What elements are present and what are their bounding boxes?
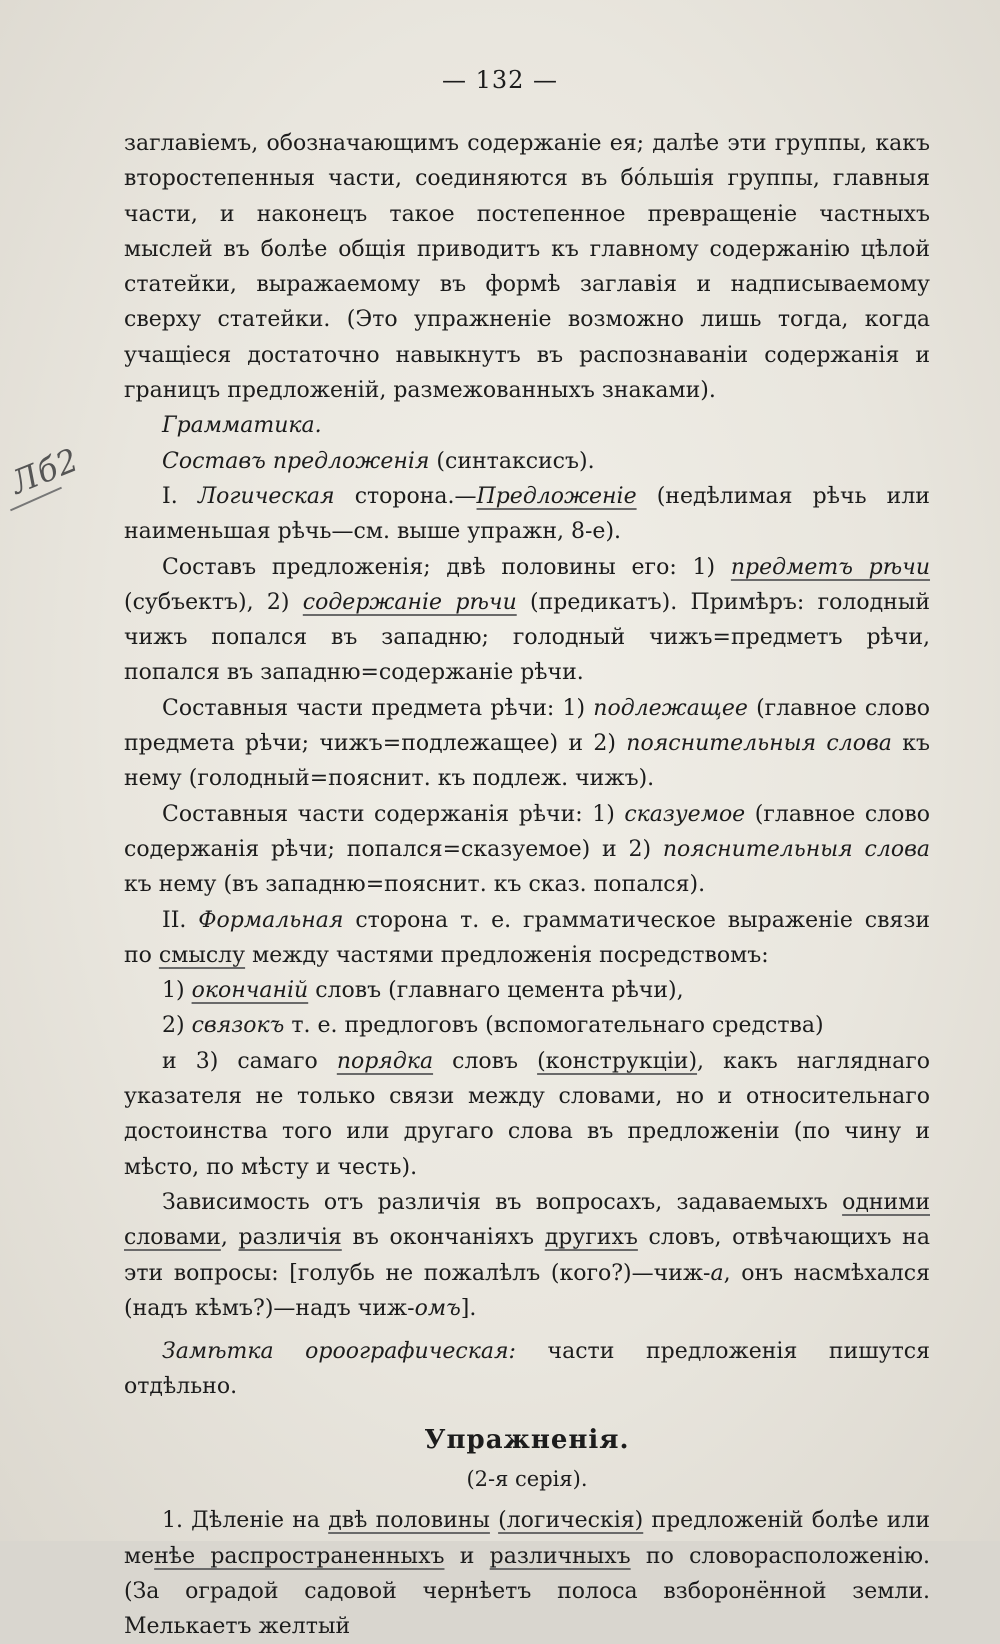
list-item-links	[124, 1008, 930, 1043]
text-fragment: , какъ нагляднаго указателя не только связи между словами, но и относительнаго достоинства того или другаго слова въ предложеніи (по чину и мѣсто, по мѣсту и честь).	[124, 1048, 930, 1180]
underlined-word: другихъ	[544, 1225, 638, 1251]
underlined-word: различныхъ	[489, 1543, 631, 1569]
list-item-endings	[124, 973, 930, 1008]
body-text	[124, 126, 930, 1644]
paragraph-orthography-note	[124, 1334, 930, 1405]
list-item-order	[124, 1044, 930, 1185]
text-fragment: Составныя части содержанія рѣчи: 1)	[162, 801, 625, 827]
italic-term: пояснительныя слова	[626, 731, 892, 757]
spacer	[124, 1326, 930, 1334]
text-fragment: (главное слово содержанія рѣчи; попался=сказуемое) и 2)	[124, 801, 930, 862]
exercise-1	[124, 1503, 930, 1644]
italic-term: Предложеніе	[476, 483, 637, 509]
section-grammar: Грамматика.	[162, 413, 322, 439]
text-fragment: въ окончаніяхъ	[341, 1225, 545, 1251]
text-fragment: I.	[162, 483, 198, 509]
exercises-heading: Упражненія.	[424, 1424, 630, 1455]
text-fragment: Составъ предложенія; двѣ половины его: 1)	[162, 554, 731, 580]
italic-term: омъ	[414, 1295, 461, 1321]
text-fragment: Зависимость отъ различія въ вопросахъ, задаваемыхъ	[162, 1189, 843, 1215]
underlined-word: различія	[238, 1225, 342, 1251]
underlined-word: одними словами	[124, 1189, 930, 1251]
text-fragment: 1. Дѣленіе на	[162, 1508, 329, 1534]
paragraph-formal-side	[124, 903, 930, 974]
paragraph-dependency	[124, 1185, 930, 1326]
italic-term: Логическая	[197, 483, 335, 509]
italic-term: связокъ	[191, 1013, 285, 1039]
paragraph-logical-side	[124, 479, 930, 550]
italic-term: предметъ рѣчи	[730, 554, 931, 580]
italic-term: содержаніе рѣчи	[302, 589, 517, 615]
italic-term: а	[710, 1260, 724, 1286]
italic-term: окончаній	[191, 978, 309, 1004]
text-fragment: между частями предложенія посредствомъ:	[245, 942, 769, 968]
series-label: (2-я серія).	[466, 1466, 588, 1491]
text-fragment: II.	[162, 907, 199, 933]
sentence-composition-rest: (синтаксисъ).	[429, 448, 595, 474]
italic-term: пояснительныя слова	[662, 836, 930, 862]
paragraph-intro: заглавіемъ, обозначающимъ содержаніе ея; далѣе эти группы, какъ второстепенныя части, соединяются въ бóльшія группы, главныя части, и наконецъ такое постепенное превращеніе частныхъ мыслей въ болѣе общія приводитъ къ главному содержанію цѣлой статейки, выражаемому въ формѣ заглавія и надписываемому сверху статейки. (Это упражненіе возможно лишь тогда, когда учащіеся достаточно навыкнутъ въ распознаваніи содержанія и границъ предложеній, размежованныхъ знаками).	[124, 131, 930, 404]
italic-term: сказуемое	[624, 801, 746, 827]
text-fragment: (субъектъ), 2)	[124, 589, 303, 615]
underlined-word: нѣе распространенныхъ	[154, 1543, 445, 1569]
text-fragment: ,	[220, 1225, 239, 1251]
text-fragment: къ нему (голодный=пояснит. къ подлеж. чижъ).	[124, 731, 930, 792]
text-fragment: 1)	[162, 978, 192, 1004]
underlined-word: двѣ половины	[328, 1508, 490, 1534]
text-fragment: словъ	[433, 1048, 538, 1074]
text-fragment: (главное слово предмета рѣчи; чижъ=подлежащее) и 2)	[124, 695, 930, 757]
text-fragment: сторона.—	[334, 483, 477, 509]
text-fragment: (недѣлимая рѣчь или наименьшая рѣчь—см. выше упражн, 8-е).	[124, 483, 930, 545]
text-fragment: по словорасположенію. (За оградой садовой чернѣетъ полоса взборонённой земли. Мелькаетъ желтый	[124, 1543, 930, 1640]
italic-term: подлежащее	[593, 695, 748, 721]
text-fragment: и	[444, 1543, 490, 1569]
text-fragment: ].	[460, 1295, 477, 1321]
paragraph-subject-parts	[124, 691, 930, 797]
text-fragment: словъ (главнаго цемента рѣчи),	[308, 978, 684, 1004]
page-number: — 132 —	[441, 66, 559, 94]
text-fragment: части предложенія пишутся отдѣльно.	[124, 1339, 930, 1400]
underlined-word: (конструкціи)	[537, 1048, 698, 1074]
section-sentence-composition	[124, 444, 930, 479]
text-fragment: т. е. предлоговъ (вспомогательнаго средства)	[284, 1013, 824, 1039]
italic-term: Замѣтка ороографическая:	[162, 1339, 516, 1365]
text-fragment: 2)	[162, 1013, 192, 1039]
paragraph-two-halves	[124, 550, 930, 691]
italic-term: порядка	[336, 1048, 434, 1074]
paragraph-predicate-parts	[124, 797, 930, 903]
text-fragment: сторона т. е. грамматическое выраженіе связи по	[124, 907, 930, 968]
text-fragment	[490, 1508, 498, 1533]
text-fragment: словъ, отвѣчающихъ на эти вопросы: [голубь не пожалѣлъ (кого?)—чиж-	[124, 1225, 930, 1286]
sentence-composition-title: Составъ предложенія	[162, 448, 430, 474]
text-fragment: и 3) самаго	[162, 1048, 337, 1074]
text-fragment: къ нему (въ западню=пояснит. къ сказ. попался).	[124, 872, 706, 898]
margin-handwritten-note: Лб2	[5, 440, 85, 502]
text-fragment: предложеній болѣе или ме	[124, 1508, 930, 1569]
underlined-word: смыслу	[158, 942, 246, 968]
text-fragment: , онъ насмѣхался (надъ кѣмъ?)—надъ чиж-	[124, 1260, 930, 1321]
text-fragment: Составныя части предмета рѣчи: 1)	[162, 695, 594, 721]
underlined-word: (логическія)	[498, 1508, 644, 1534]
italic-term: Формальная	[198, 907, 344, 933]
text-fragment: (предикатъ). Примѣръ: голодный чижъ попался въ западню; голодный чижъ=предметъ рѣчи, попался въ западню=содержаніе рѣчи.	[124, 589, 930, 686]
